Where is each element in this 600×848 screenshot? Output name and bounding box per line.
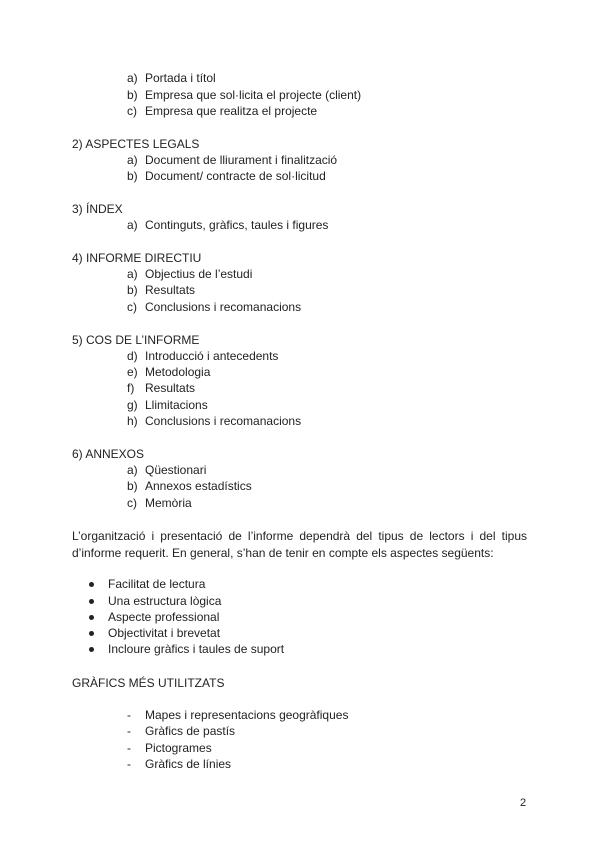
list-item: b) Resultats	[127, 283, 196, 297]
list-item: c) Empresa que realitza el projecte	[127, 104, 318, 118]
section-heading: 4) INFORME DIRECTIU	[72, 251, 202, 265]
section-heading: 3) ÍNDEX	[72, 202, 123, 216]
list-item: f) Resultats	[127, 381, 196, 395]
bullet-icon	[89, 647, 94, 652]
list-item: e) Metodologia	[127, 365, 211, 379]
list-item: a) Objectius de l’estudi	[127, 267, 253, 281]
list-item: a) Qüestionari	[127, 463, 207, 477]
bullet-icon	[89, 631, 94, 636]
list-item: b) Document/ contracte de sol·licitud	[127, 169, 326, 183]
list-item: - Mapes i representacions geogràfiques	[127, 708, 349, 722]
list-item: - Gràfics de pastís	[127, 724, 236, 738]
bullet-icon	[89, 615, 94, 620]
list-item: - Pictogrames	[127, 741, 212, 755]
section-heading: 2) ASPECTES LEGALS	[72, 137, 200, 151]
list-item: c) Memòria	[127, 496, 192, 510]
list-item: b) Annexos estadístics	[127, 479, 252, 493]
list-item: - Gràfics de línies	[127, 757, 232, 771]
bullet-icon	[89, 582, 94, 587]
page-number: 2	[520, 797, 527, 809]
list-item: g) Llimitacions	[127, 398, 208, 412]
section-heading: 5) COS DE L’INFORME	[72, 333, 200, 347]
list-item: c) Conclusions i recomanacions	[127, 300, 302, 314]
list-item: h) Conclusions i recomanacions	[127, 414, 302, 428]
body-paragraph: L’organització i presentació de l’informe dependrà del tipus de lectors i del tipus d’informe requerit. En general, s’han de tenir en compte els aspectes següents:	[72, 529, 527, 560]
list-item: b) Empresa que sol·licita el projecte (client)	[127, 88, 362, 102]
list-item: a) Document de lliurament i finalització	[127, 153, 338, 167]
list-item: a) Portada i títol	[127, 71, 216, 85]
section-heading: 6) ANNEXOS	[72, 447, 145, 461]
section-heading: GRÀFICS MÉS UTILITZATS	[72, 676, 225, 690]
bullet-icon	[89, 599, 94, 604]
list-item: d) Introducció i antecedents	[127, 349, 279, 363]
list-item: a) Continguts, gràfics, taules i figures	[127, 218, 329, 232]
